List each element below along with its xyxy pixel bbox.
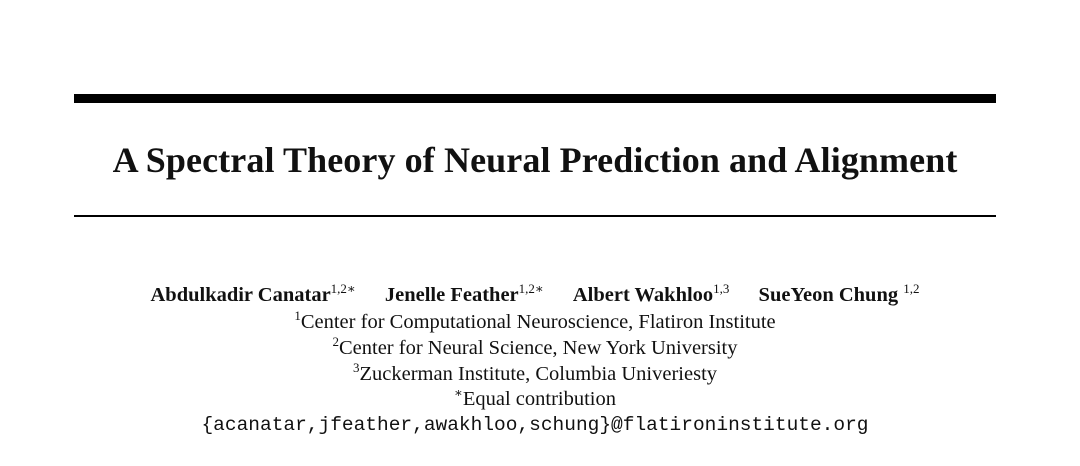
affiliation-text: Equal contribution xyxy=(462,388,616,410)
affiliation-text: Center for Computational Neuroscience, Flatiron Institute xyxy=(300,311,776,333)
author-affiliation-marks: 1,2∗ xyxy=(518,281,544,296)
author-name: Albert Wakhloo xyxy=(572,284,714,306)
affiliation-3 xyxy=(74,361,996,387)
title-top-rule xyxy=(74,94,996,103)
author-emails: {acanatar,jfeather,awakhloo,schung}@flatironinstitute.org xyxy=(201,414,869,436)
affiliation-1 xyxy=(74,309,996,335)
affiliation-2 xyxy=(74,335,996,361)
affiliation-text: Center for Neural Science, New York University xyxy=(338,337,738,359)
affiliation-mark: 1 xyxy=(294,308,301,323)
author-name: Abdulkadir Canatar xyxy=(150,284,331,306)
affiliation-mark: 3 xyxy=(352,360,360,375)
author-name: SueYeon Chung xyxy=(758,284,904,306)
title-bottom-rule xyxy=(74,215,996,217)
author-affiliation-marks: 1,2 xyxy=(903,281,920,296)
author-canatar xyxy=(150,281,355,309)
author-wakhloo xyxy=(573,281,730,309)
affiliation-mark: ∗ xyxy=(454,385,463,400)
author-name: Jenelle Feather xyxy=(384,284,519,306)
affiliation-text: Zuckerman Institute, Columbia Univeriesty xyxy=(359,363,718,385)
author-chung xyxy=(759,281,920,309)
author-feather xyxy=(385,281,544,309)
author-affiliation-marks: 1,2∗ xyxy=(330,281,356,296)
author-affiliation-marks: 1,3 xyxy=(713,281,730,296)
affiliation-mark: 2 xyxy=(332,334,339,349)
author-list xyxy=(74,281,996,309)
paper-title: A Spectral Theory of Neural Prediction and Alignment xyxy=(112,140,958,180)
equal-contribution-note xyxy=(74,386,996,412)
